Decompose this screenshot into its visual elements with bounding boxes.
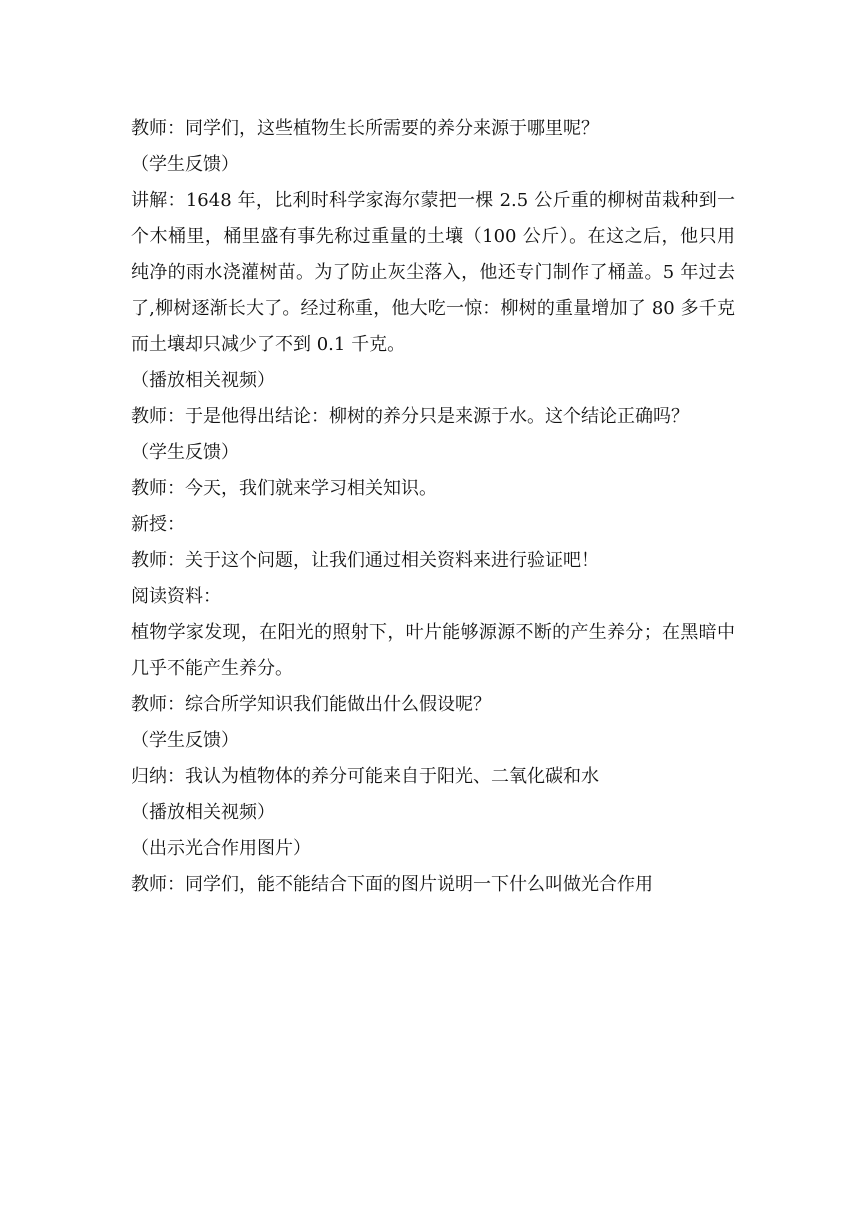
paragraph-new-lesson: 新授： [131, 514, 185, 535]
paragraph-reading-material: 植物学家发现，在阳光的照射下，叶片能够源源不断的产生养分；在黑暗中几乎不能产生养分。 [131, 622, 735, 679]
paragraph-student-feedback: （学生反馈） [131, 154, 239, 175]
paragraph-teacher-today: 教师：今天，我们就来学习相关知识。 [131, 478, 437, 499]
paragraph-teacher-conclusion: 教师：于是他得出结论：柳树的养分只是来源于水。这个结论正确吗？ [131, 406, 689, 427]
paragraph-student-feedback: （学生反馈） [131, 442, 239, 463]
paragraph-summary: 归纳：我认为植物体的养分可能来自于阳光、二氧化碳和水 [131, 766, 599, 787]
paragraph-explanation: 讲解：1648 年，比利时科学家海尔蒙把一棵 2.5 公斤重的柳树苗栽种到一个木桶里，桶里盛有事先称过重量的土壤（100 公斤）。在这之后，他只用纯净的雨水浇灌树苗。为了防止灰尘落入，他还专门制作了桶盖。5 年过去了,柳树逐渐长大了。经过称重，他大吃一惊：柳树的重量增加了 80 多千克而土壤却只减少了不到 0.1 千克。 [131, 190, 735, 355]
paragraph-play-video: （播放相关视频） [131, 802, 275, 823]
paragraph-show-picture: （出示光合作用图片） [131, 838, 311, 859]
paragraph-play-video: （播放相关视频） [131, 370, 275, 391]
paragraph-reading-material-heading: 阅读资料： [131, 586, 221, 607]
paragraph-teacher-photosynthesis: 教师：同学们，能不能结合下面的图片说明一下什么叫做光合作用 [131, 874, 653, 895]
document-body [131, 111, 735, 903]
paragraph-teacher-question: 教师：同学们，这些植物生长所需要的养分来源于哪里呢？ [131, 118, 599, 139]
paragraph-student-feedback: （学生反馈） [131, 730, 239, 751]
paragraph-teacher-verify: 教师：关于这个问题，让我们通过相关资料来进行验证吧！ [131, 550, 599, 571]
paragraph-teacher-hypothesis: 教师：综合所学知识我们能做出什么假设呢？ [131, 694, 491, 715]
